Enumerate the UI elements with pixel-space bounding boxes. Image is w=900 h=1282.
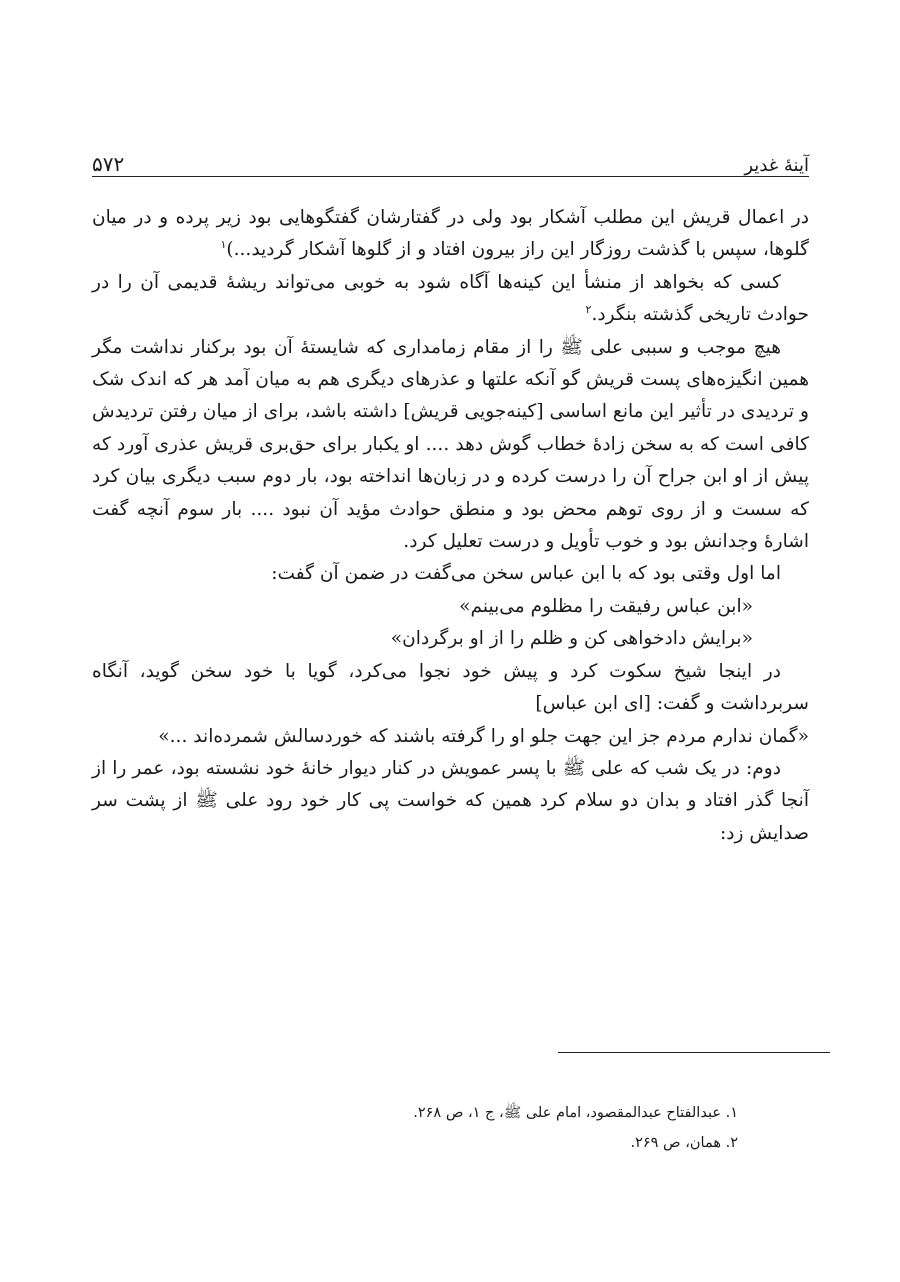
quote-line: «ابن عباس رفیقت را مظلوم می‌بینم» (459, 595, 753, 617)
paragraph: «گمان ندارم مردم جز این جهت جلو او را گرفته باشند که خوردسالش شمرده‌اند ...» (158, 725, 809, 747)
paragraph: کسی که بخواهد از منشأ این کینه‌ها آگاه شود به خوبی می‌تواند ریشهٔ قدیمی آن را در حوادث تاریخی گذشته بنگرد.$^۲$ (92, 271, 809, 326)
running-header (92, 140, 809, 177)
footnote: ۲. همان، ص ۲۶۹. (630, 1135, 738, 1151)
footnote-divider (558, 1052, 830, 1053)
footnote-ref: ۲ (585, 303, 592, 317)
paragraph: اما اول وقتی بود که با ابن عباس سخن می‌گفت در ضمن آن گفت: (271, 563, 781, 585)
body-text (92, 202, 809, 850)
book-title: آینهٔ غدیر (744, 155, 809, 176)
footnotes (138, 1098, 738, 1158)
paragraph: هیچ موجب و سببی علی ﷺ را از مقام زمامداری که شایستهٔ آن بود برکنار نداشت مگر همین انگیزه‌های پست قریش گو آنکه علتها و عذرهای دیگری هم به میان آمد هر که اندک شک و تردیدی در تأثیر این مانع اساسی [کینه‌جویی قریش] داشته باشد، برای از میان رفتن تردیدش کافی است که به سخن زادهٔ خطاب گوش دهد .... او یکبار برای حق‌بری قریش عذری آورد که پیش از او ابن جراح آن را درست کرده و در زبان‌ها انداخته بود، بار دوم سبب دیگری بیان کرد که سست و از روی توهم محض بود و منطق حوادث مؤید آن نبود .... بار سوم آنچه گفت اشارهٔ وجدانش بود و خوب تأویل و درست تعلیل کرد. (92, 336, 809, 553)
paragraph: در اینجا شیخ سکوت کرد و پیش خود نجوا می‌کرد، گویا با خود سخن گوید، آنگاه سربرداشت و گفت: [ای ابن عباس] (92, 660, 809, 715)
footnote-ref: ۱ (220, 238, 227, 252)
paragraph: دوم: در یک شب که علی ﷺ با پسر عمویش در کنار دیوار خانهٔ خود نشسته بود، عمر را از آنجا گذر افتاد و بدان دو سلام کرد همین که خواست پی کار خود رود علی ﷺ از پشت سر صدایش زد: (92, 757, 809, 844)
footnote: ۱. عبدالفتاح عبدالمقصود، امام علی ﷺ، ج ۱، ص ۲۶۸. (413, 1105, 738, 1121)
page-number: ۵۷۲ (92, 152, 125, 176)
paragraph: در اعمال قریش این مطلب آشکار بود ولی در گفتارشان گفتگوهایی بود زیر پرده و در میان گلوها، سپس با گذشت روزگار این راز بیرون افتاد و از گلوها آشکار گردید...)$^۱$ (92, 207, 809, 261)
book-page (92, 140, 809, 850)
quote-line: «برایش دادخواهی کن و ظلم را از او برگردان» (390, 628, 753, 650)
